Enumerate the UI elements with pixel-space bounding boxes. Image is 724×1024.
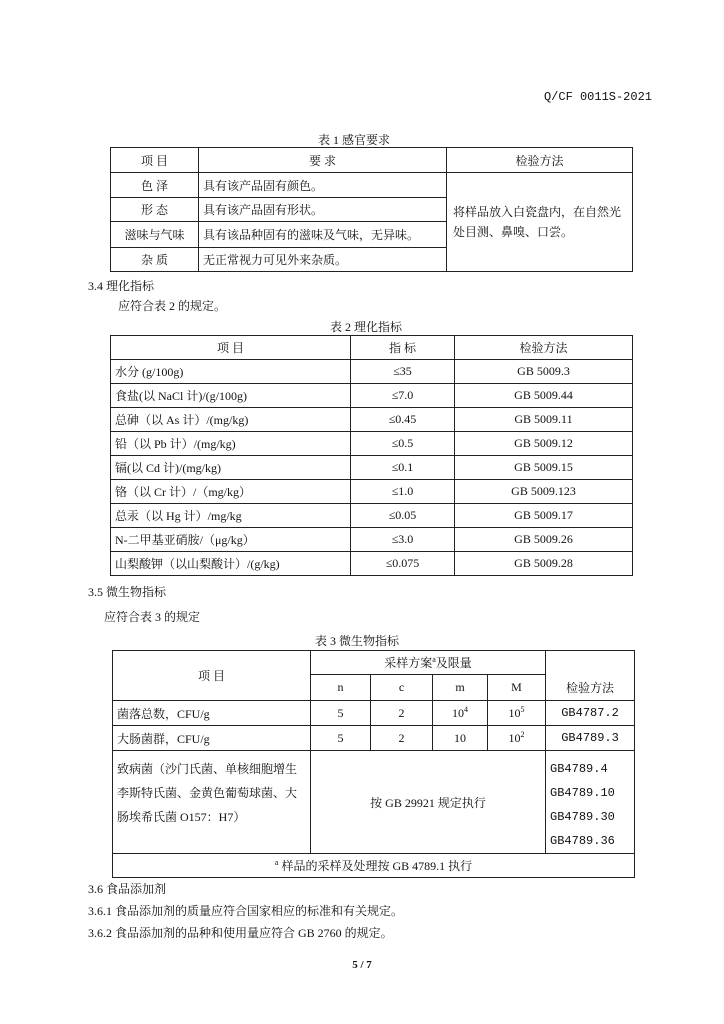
table3-caption: 表 3 微生物指标 bbox=[315, 634, 400, 648]
table-cell: $10^5$ bbox=[488, 701, 546, 726]
table3-header-method: 检验方法 bbox=[546, 651, 635, 701]
table-cell: $10^2$ bbox=[488, 726, 546, 751]
table-cell: 大肠菌群，CFU/g bbox=[113, 726, 311, 751]
table-cell: 总砷（以 As 计）/(mg/kg) bbox=[111, 408, 351, 432]
section-3-5-text: 应符合表 3 的规定 bbox=[104, 610, 201, 624]
method-line: GB4789.10 bbox=[550, 786, 615, 800]
method-line: GB4789.30 bbox=[550, 810, 615, 824]
method-line: GB4789.36 bbox=[550, 834, 615, 848]
table-cell: GB 5009.28 bbox=[455, 552, 633, 576]
table1-header-requirement: 要 求 bbox=[199, 148, 447, 173]
table-cell: 食盐(以 NaCl 计)/(g/100g) bbox=[111, 384, 351, 408]
table3-pathogen-methods bbox=[546, 751, 635, 854]
table3-header-plan: 采样方案$^a$及限量 bbox=[311, 651, 546, 675]
table-cell: ≤0.45 bbox=[351, 408, 455, 432]
table-cell: ≤0.1 bbox=[351, 456, 455, 480]
table-cell: GB 5009.123 bbox=[455, 480, 633, 504]
table1-header-item: 项 目 bbox=[111, 148, 199, 173]
table3-subheader-m: m bbox=[433, 675, 488, 701]
table-cell: GB 5009.11 bbox=[455, 408, 633, 432]
table3-microbiology bbox=[112, 650, 635, 878]
table-cell: 10 bbox=[433, 726, 488, 751]
table-cell: GB4789.3 bbox=[546, 726, 635, 751]
section-3-4-title: 3.4 理化指标 bbox=[88, 279, 155, 293]
table-cell: 2 bbox=[371, 726, 433, 751]
table-cell: ≤0.075 bbox=[351, 552, 455, 576]
table-cell: 2 bbox=[371, 701, 433, 726]
table-cell: GB 5009.26 bbox=[455, 528, 633, 552]
table-cell: ≤0.5 bbox=[351, 432, 455, 456]
table-cell: $10^4$ bbox=[433, 701, 488, 726]
table2-header-method: 检验方法 bbox=[455, 336, 633, 360]
table-cell: ≤0.05 bbox=[351, 504, 455, 528]
table-cell: 5 bbox=[311, 701, 371, 726]
table-cell: GB 5009.15 bbox=[455, 456, 633, 480]
table-cell: 山梨酸钾（以山梨酸计）/(g/kg) bbox=[111, 552, 351, 576]
table-cell: 水分 (g/100g) bbox=[111, 360, 351, 384]
table2-physchem bbox=[110, 335, 633, 576]
table-cell: 形 态 bbox=[111, 198, 199, 222]
table3-pathogen-item: 致病菌（沙门氏菌、单核细胞增生李斯特氏菌、金黄色葡萄球菌、大肠埃希氏菌 O157：H7） bbox=[113, 751, 311, 854]
table-cell: 菌落总数，CFU/g bbox=[113, 701, 311, 726]
table-cell: GB 5009.44 bbox=[455, 384, 633, 408]
table-cell: ≤7.0 bbox=[351, 384, 455, 408]
section-3-5-title: 3.5 微生物指标 bbox=[88, 585, 167, 599]
table2-caption: 表 2 理化指标 bbox=[330, 320, 403, 334]
table-cell: GB 5009.12 bbox=[455, 432, 633, 456]
table2-header-item: 项 目 bbox=[111, 336, 351, 360]
table-cell: 具有该品种固有的滋味及气味，无异味。 bbox=[199, 222, 447, 248]
table-cell: ≤3.0 bbox=[351, 528, 455, 552]
table-cell: GB4787.2 bbox=[546, 701, 635, 726]
section-3-6-1: 3.6.1 食品添加剂的质量应符合国家相应的标准和有关规定。 bbox=[88, 904, 404, 918]
table-cell: 铬（以 Cr 计）/（mg/kg） bbox=[111, 480, 351, 504]
table-cell: ≤1.0 bbox=[351, 480, 455, 504]
table-cell: 杂 质 bbox=[111, 248, 199, 272]
document-code: Q/CF 0011S-2021 bbox=[543, 90, 652, 104]
table-cell: GB 5009.3 bbox=[455, 360, 633, 384]
table3-subheader-M: M bbox=[488, 675, 546, 701]
table1-header-method: 检验方法 bbox=[447, 148, 633, 173]
table-cell: 滋味与气味 bbox=[111, 222, 199, 248]
table-cell: 镉(以 Cd 计)/(mg/kg) bbox=[111, 456, 351, 480]
table-cell: 5 bbox=[311, 726, 371, 751]
method-line: GB4789.4 bbox=[550, 762, 608, 776]
table3-header-item: 项 目 bbox=[113, 651, 311, 701]
table-cell: 铅（以 Pb 计）/(mg/kg) bbox=[111, 432, 351, 456]
table-cell: 无正常视力可见外来杂质。 bbox=[199, 248, 447, 272]
table3-footnote: $^a$ 样品的采样及处理按 GB 4789.1 执行 bbox=[113, 854, 635, 878]
table-cell: 具有该产品固有形状。 bbox=[199, 198, 447, 222]
table-cell: 总汞（以 Hg 计）/mg/kg bbox=[111, 504, 351, 528]
table-cell: ≤35 bbox=[351, 360, 455, 384]
table-cell: N-二甲基亚硝胺/（μg/kg） bbox=[111, 528, 351, 552]
section-3-4-text: 应符合表 2 的规定。 bbox=[118, 299, 227, 313]
table3-subheader-c: c bbox=[371, 675, 433, 701]
table1-method-cell: 将样品放入白瓷盘内，在自然光处目测、鼻嗅、口尝。 bbox=[447, 173, 633, 272]
table3-pathogen-rule: 按 GB 29921 规定执行 bbox=[311, 751, 546, 854]
page-number: 5 / 7 bbox=[352, 959, 372, 971]
section-3-6-title: 3.6 食品添加剂 bbox=[88, 882, 167, 896]
table1-caption: 表 1 感官要求 bbox=[318, 133, 391, 147]
table-cell: 具有该产品固有颜色。 bbox=[199, 173, 447, 198]
table-cell: 色 泽 bbox=[111, 173, 199, 198]
table3-subheader-n: n bbox=[311, 675, 371, 701]
section-3-6-2: 3.6.2 食品添加剂的品种和使用量应符合 GB 2760 的规定。 bbox=[88, 926, 393, 940]
table-cell: GB 5009.17 bbox=[455, 504, 633, 528]
table1-sensory bbox=[110, 147, 633, 272]
table2-header-indicator: 指 标 bbox=[351, 336, 455, 360]
